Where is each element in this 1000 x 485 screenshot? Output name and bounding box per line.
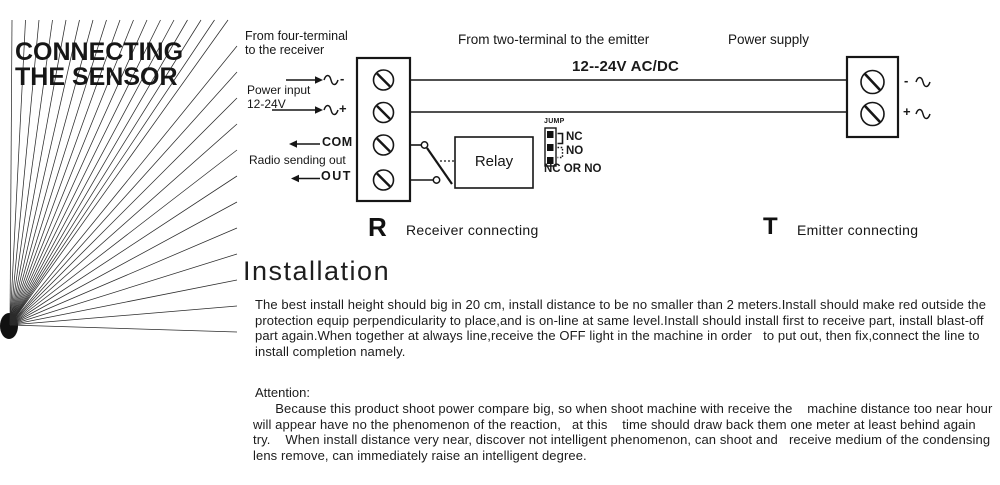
- receiver-plus-sign: +: [339, 101, 347, 116]
- receiver-caption: Receiver connecting: [406, 222, 539, 238]
- power-supply-label: Power supply: [728, 32, 810, 47]
- no-bracket: [558, 148, 563, 158]
- receiver-letter: R: [368, 212, 387, 242]
- receiver-header-line2: to the receiver: [245, 43, 325, 57]
- radio-sending-out-label: Radio sending out: [249, 153, 346, 167]
- nc-label: NC: [566, 131, 583, 143]
- no-label: NO: [566, 145, 584, 157]
- page-title-line2: THE SENSOR: [15, 63, 178, 91]
- com-arrow-icon: [289, 140, 320, 148]
- ac-symbol-icon: [324, 76, 338, 85]
- emitter-plus-sign: +: [903, 104, 911, 119]
- voltage-label: 12--24V AC/DC: [572, 58, 680, 75]
- installation-paragraph: The best install height should big in 20 cm, install distance to be no smaller than 2 meters.Install should make red outside the protection equip perpendicularity to place,and is on-line at same level.Install should install first to receive part, install blast-off part again.When together at always line,receive the OFF light in the machine in order to put out, then fix,connect the line to install completion namely.: [255, 297, 990, 359]
- jumper-block: [545, 128, 563, 166]
- nc-bracket: [558, 134, 563, 144]
- receiver-header-line1: From four-terminal: [245, 29, 348, 43]
- relay-label: Relay: [474, 153, 514, 170]
- nc-or-no-label: NC OR NO: [544, 163, 602, 175]
- power-input-label-line1: Power input: [247, 83, 311, 97]
- out-label: OUT: [321, 169, 352, 183]
- relay-switch: [410, 142, 455, 184]
- ac-symbol-icon: [324, 106, 338, 115]
- power-input-label-line2: 12-24V: [247, 97, 286, 111]
- page-title-line1: CONNECTING: [15, 38, 184, 66]
- attention-label: Attention:: [255, 385, 310, 400]
- ac-symbol-icon: [916, 110, 930, 119]
- emitter-minus-sign: -: [904, 73, 909, 88]
- attention-paragraph: Because this product shoot power compare big, so when shoot machine with receive the machine distance too near hour will appear have no the phenomenon of the reaction, at this time should draw back them one meter at least behind again try. When install distance very near, discover not intelligent phenomenon, can shoot and receive medium of the condensing lens remove, can immediately raise an intelligent degree.: [253, 401, 997, 463]
- out-arrow-icon: [291, 175, 320, 183]
- ac-symbol-icon: [916, 78, 930, 87]
- emitter-header: From two-terminal to the emitter: [458, 32, 650, 47]
- jump-label: JUMP: [544, 118, 565, 125]
- com-label: COM: [322, 135, 353, 149]
- emitter-caption: Emitter connecting: [797, 222, 919, 238]
- receiver-minus-sign: -: [340, 71, 345, 86]
- receiver-terminal-block: [357, 58, 410, 201]
- emitter-terminal-block: [847, 57, 898, 137]
- installation-heading: Installation: [243, 256, 391, 286]
- emitter-letter: T: [763, 213, 778, 240]
